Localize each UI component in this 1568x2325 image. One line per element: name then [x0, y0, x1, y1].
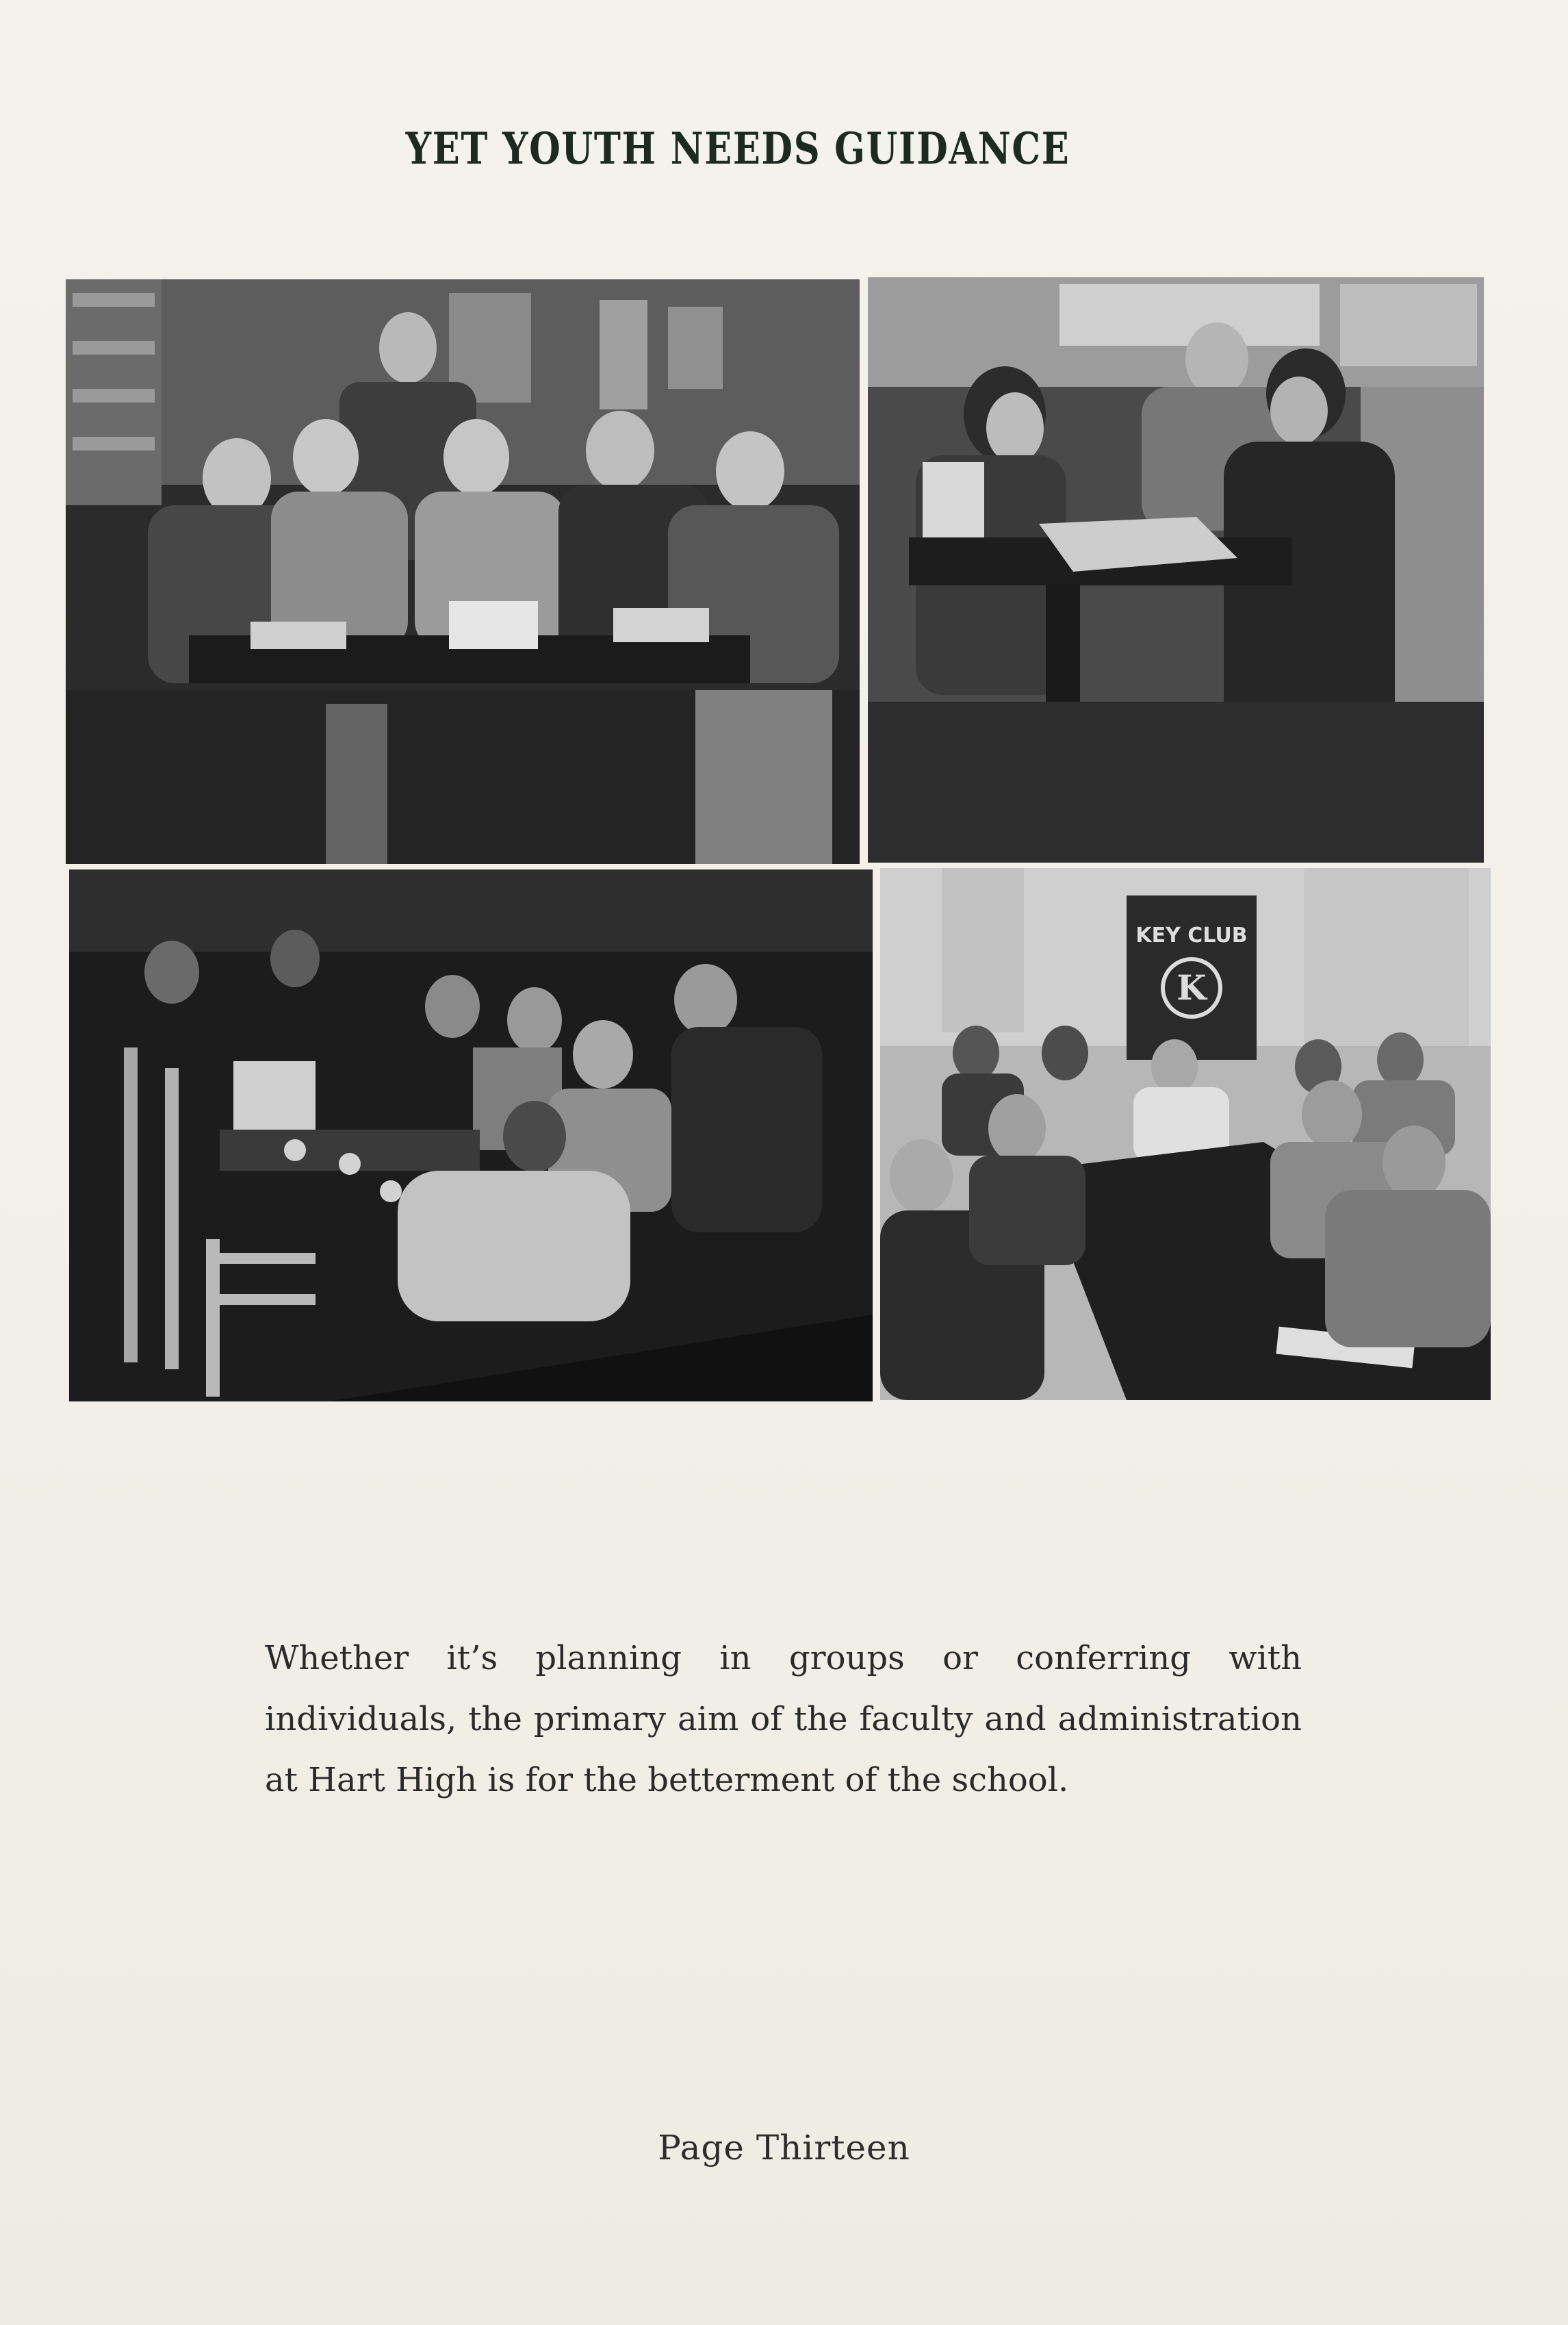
- key-club-emblem-letter: K: [1177, 967, 1207, 1008]
- page-number: Page Thirteen: [658, 2128, 910, 2168]
- page-title: YET YOUTH NEEDS GUIDANCE: [405, 123, 1070, 175]
- photo-individual-conference: [868, 277, 1484, 863]
- photo-group-planning: [66, 279, 860, 864]
- page-caption: Whether it’s planning in groups or conferring with individuals, the primary aim of the faculty and administration at Hart High is for the betterment of the school.: [265, 1639, 1302, 1799]
- photo-key-club-meeting: [880, 868, 1491, 1400]
- photo-cafeteria: [69, 869, 873, 1401]
- key-club-banner-text: KEY CLUB: [1135, 924, 1248, 948]
